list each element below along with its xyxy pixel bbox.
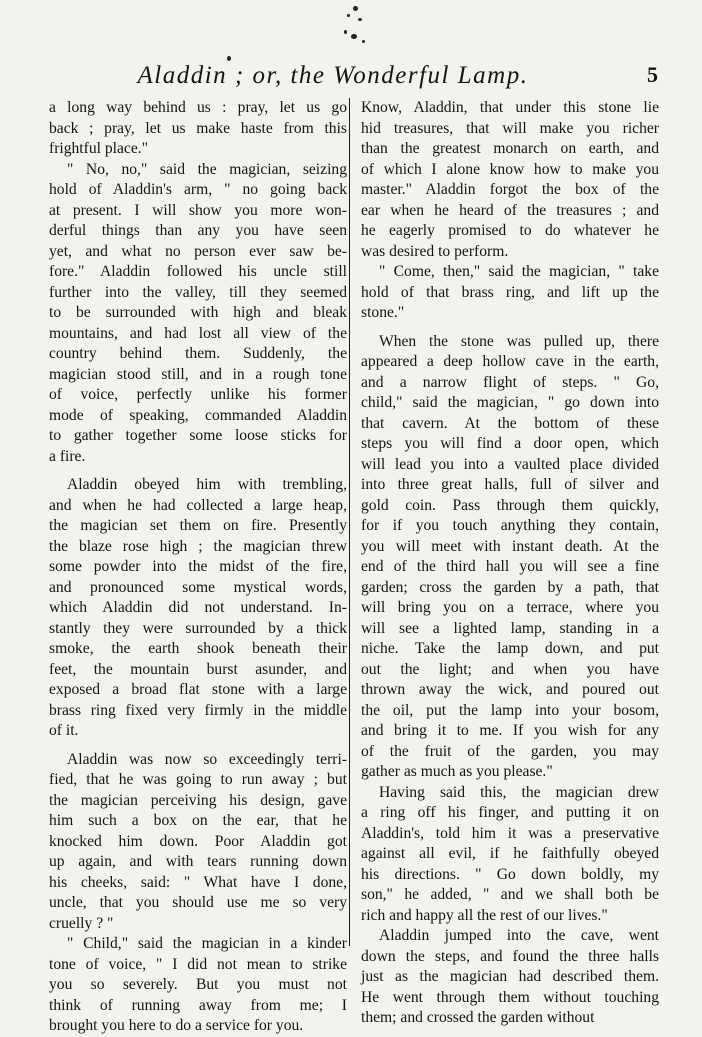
text-line: fied, that he was going to run away ; but [49, 771, 347, 788]
left-text-column [49, 98, 347, 1037]
text-line: " No, no," said the magician, seizing [67, 160, 347, 178]
text-line: against all evil, if he faithfully obeyed [361, 845, 659, 862]
text-line: will bring you on a terrace, where you [361, 599, 659, 616]
text-line: them; and crossed the garden without [361, 1009, 595, 1026]
text-line: of it. [49, 722, 79, 739]
text-line: back ; pray, let us make haste from this [49, 119, 347, 137]
text-line: just as the magician had described them. [361, 968, 659, 985]
text-line: him such a box on the ear, that he [49, 812, 347, 829]
paragraph [361, 332, 659, 783]
text-line: mode of speaking, commanded Aladdin [49, 406, 347, 424]
paragraph [361, 926, 659, 1029]
text-line: and pronounced some mystical words, [49, 578, 347, 596]
text-line: of which I alone know how to make you [361, 160, 659, 178]
text-line: for if you touch anything they contain, [361, 517, 659, 534]
text-line: you so severely. But you must not [49, 976, 347, 993]
paragraph [49, 98, 347, 160]
text-line: steps you will find a door open, which [361, 435, 659, 452]
page-number: 5 [647, 62, 658, 87]
text-line: which Aladdin did not understand. In- [49, 599, 347, 616]
text-line: to gather together some loose sticks for [49, 427, 347, 444]
text-line: knocked him down. Poor Aladdin got [49, 832, 347, 850]
text-line: hold of that brass ring, and lift up the [361, 283, 659, 301]
text-line: further into the valley, till they seemed [49, 283, 347, 301]
text-line: some powder into the midst of the fire, [49, 558, 347, 575]
text-line: He went through them without touching [361, 988, 659, 1006]
text-line: gather as much as you please." [361, 763, 553, 780]
text-line: Aladdin's, told him it was a preservative [361, 824, 659, 842]
ink-speck [227, 56, 231, 61]
text-line: that cavern. At the bottom of these [361, 414, 659, 432]
text-line: end of the third hall you will see a fine [361, 558, 659, 575]
text-line: down the steps, and found the three halls [361, 947, 659, 965]
text-line: niche. Take the lamp down, and put [361, 640, 659, 657]
paragraph [361, 262, 659, 324]
text-line: brought you here to do a service for you. [49, 1017, 304, 1034]
ink-speck [362, 40, 365, 43]
text-line: magician stood still, and in a rough tone [49, 365, 347, 383]
text-line: a ring off his finger, and putting it on [361, 804, 659, 821]
text-line: a fire. [49, 447, 86, 465]
text-line: hold of Aladdin's arm, " no going back [49, 181, 347, 198]
paragraph [49, 160, 347, 468]
text-line: smoke, the earth shook beneath their [49, 640, 347, 657]
text-line: master." Aladdin forgot the box of the [361, 181, 659, 198]
text-line: ear when he heard of the treasures ; and [361, 201, 659, 219]
text-line: gold coin. Pass through them quickly, [361, 496, 659, 514]
ink-speck [351, 34, 357, 39]
text-line: of the fruit of the garden, you may [361, 742, 659, 760]
text-line: Know, Aladdin, that under this stone lie [361, 99, 659, 116]
text-line: derful things than any you have seen [49, 222, 347, 239]
text-line: and bring it to me. If you wish for any [361, 722, 659, 739]
text-line: When the stone was pulled up, there [379, 332, 659, 350]
text-line: up again, and with tears running down [49, 853, 347, 870]
text-line: into three great halls, full of silver and [361, 476, 659, 493]
text-line: than the greatest monarch on earth, and [361, 140, 659, 157]
text-line: will lead you into a vaulted place divided [361, 455, 659, 473]
text-line: mountains, and had lost all view of the [49, 324, 347, 342]
text-line: his cheeks, said: " What have I done, [49, 873, 347, 891]
paragraph [49, 475, 347, 742]
text-line: think of running away from me; I [49, 996, 347, 1014]
text-line: a long way behind us : pray, let us go [49, 99, 347, 116]
text-line: and a narrow flight of steps. " Go, [361, 373, 659, 391]
text-line: frightful place." [49, 140, 149, 157]
right-text-column [361, 98, 659, 1029]
text-line: will see a lighted lamp, standing in a [361, 619, 659, 637]
paragraph [361, 783, 659, 927]
text-line: stantly they were surrounded by a thick [49, 619, 347, 637]
text-line: rich and happy all the rest of our lives." [361, 906, 608, 924]
text-line: son," he added, " and we shall both be [361, 886, 659, 903]
text-line: and when he had collected a large heap, [49, 496, 347, 514]
text-line: tone of voice, " I did not mean to strike [49, 955, 347, 973]
text-line: you will meet with instant death. At the [361, 537, 659, 555]
text-line: yet, and what no person ever saw be- [49, 242, 347, 260]
text-line: the magician perceiving his design, gave [49, 791, 347, 809]
text-line: hid treasures, that will make you richer [361, 119, 659, 137]
ink-speck [358, 18, 362, 21]
text-line: fore." Aladdin followed his uncle still [49, 263, 347, 280]
text-line: was desired to perform. [361, 242, 509, 260]
paragraph [49, 934, 347, 1037]
text-line: child," said the magician, " go down into [361, 394, 659, 411]
text-line: garden; cross the garden by a path, that [361, 578, 659, 596]
text-line: country behind them. Suddenly, the [49, 345, 347, 362]
column-divider [349, 98, 350, 946]
text-line: to be surrounded with high and bleak [49, 304, 347, 321]
text-line: the blaze rose high ; the magician threw [49, 537, 347, 555]
text-line: Having said this, the magician drew [379, 783, 659, 801]
text-line: Aladdin was now so exceedingly terri- [67, 750, 347, 768]
text-line: brass ring fixed very firmly in the middle [49, 701, 347, 719]
paragraph [49, 750, 347, 935]
text-line: his directions. " Go down boldly, my [361, 865, 659, 883]
text-line: feet, the mountain burst asunder, and [49, 660, 347, 678]
ink-speck [344, 30, 347, 34]
text-line: of voice, perfectly unlike his former [49, 386, 347, 403]
text-line: Aladdin obeyed him with trembling, [67, 476, 347, 493]
running-title: Aladdin ; or, the Wonderful Lamp. [137, 62, 529, 89]
ink-speck [353, 6, 358, 11]
text-line: " Come, then," said the magician, " take [379, 263, 659, 280]
text-line: appeared a deep hollow cave in the earth, [361, 353, 659, 370]
text-line: cruelly ? " [49, 914, 114, 932]
text-line: thrown away the wick, and poured out [361, 681, 659, 698]
text-line: stone." [361, 304, 405, 321]
text-line: Aladdin jumped into the cave, went [379, 927, 659, 944]
paragraph [361, 98, 659, 262]
ink-speck [347, 14, 350, 17]
text-line: out the light; and when you have [361, 660, 659, 678]
text-line: he eagerly promised to do whatever he [361, 222, 659, 239]
text-line: exposed a broad flat stone with a large [49, 681, 347, 698]
text-line: uncle, that you should use me so very [49, 894, 347, 911]
text-line: at present. I will show you more won- [49, 201, 347, 219]
text-line: the oil, put the lamp into your bosom, [361, 701, 659, 719]
text-line: " Child," said the magician in a kinder [67, 935, 347, 952]
text-line: the magician set them on fire. Presently [49, 517, 347, 534]
page-header [48, 62, 658, 92]
